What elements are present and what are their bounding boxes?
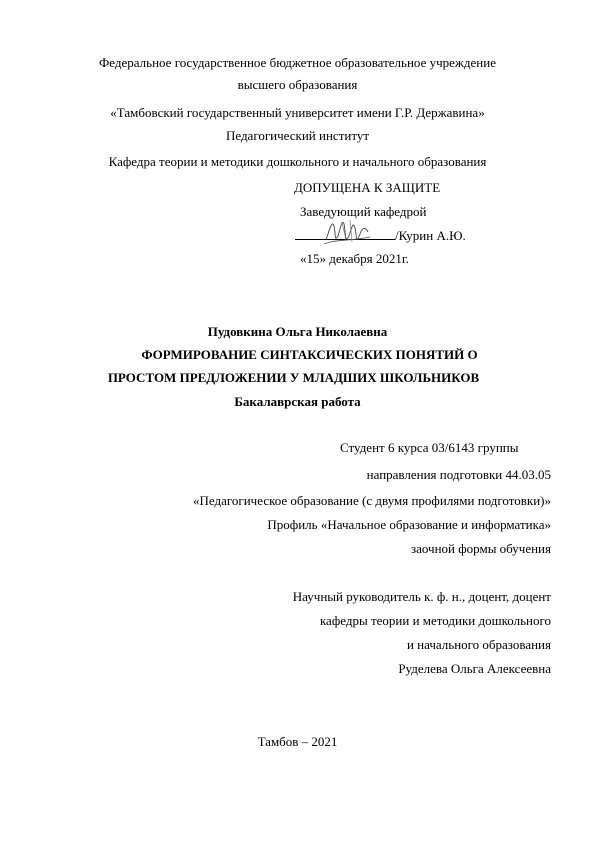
student-line-1: Студент 6 курса 03/6143 группы [340, 440, 519, 455]
student-line-2: направления подготовки 44.03.05 [366, 467, 551, 482]
student-line-4: Профиль «Начальное образование и информатика» [267, 517, 551, 532]
approval-date: «15» декабря 2021г. [300, 251, 409, 266]
student-line-5: заочной формы обучения [410, 541, 551, 556]
supervisor-line-4: Руделева Ольга Алексеевна [398, 661, 551, 676]
approval-position: Заведующий кафедрой [300, 204, 427, 219]
supervisor-line-3: и начального образования [406, 637, 551, 652]
handwritten-signature [322, 214, 372, 248]
department-name: Кафедра теории и методики дошкольного и начального образования [108, 154, 487, 169]
author-name: Пудовкина Ольга Николаевна [207, 324, 388, 339]
supervisor-line-1: Научный руководитель к. ф. н., доцент, доцент [292, 589, 551, 604]
approval-signature-line [295, 228, 466, 244]
supervisor-line-2: кафедры теории и методики дошкольного [319, 613, 551, 628]
student-line-3: «Педагогическое образование (с двумя профилями подготовки)» [193, 493, 551, 508]
approval-signer: /Курин А.Ю. [395, 228, 466, 243]
thesis-title-line-1: ФОРМИРОВАНИЕ СИНТАКСИЧЕСКИХ ПОНЯТИЙ О [141, 347, 478, 362]
institute-name: Педагогический институт [225, 128, 370, 143]
approval-status: ДОПУЩЕНА К ЗАЩИТЕ [294, 180, 441, 195]
work-type: Бакалаврская работа [234, 394, 361, 409]
org-line-2: высшего образования [237, 77, 358, 92]
university-name: «Тамбовский государственный университет имени Г.Р. Державина» [110, 105, 485, 120]
org-line-1: Федеральное государственное бюджетное образовательное учреждение [99, 55, 496, 70]
thesis-title-line-2: ПРОСТОМ ПРЕДЛОЖЕНИИ У МЛАДШИХ ШКОЛЬНИКОВ [107, 370, 480, 385]
city-year: Тамбов – 2021 [257, 734, 338, 749]
